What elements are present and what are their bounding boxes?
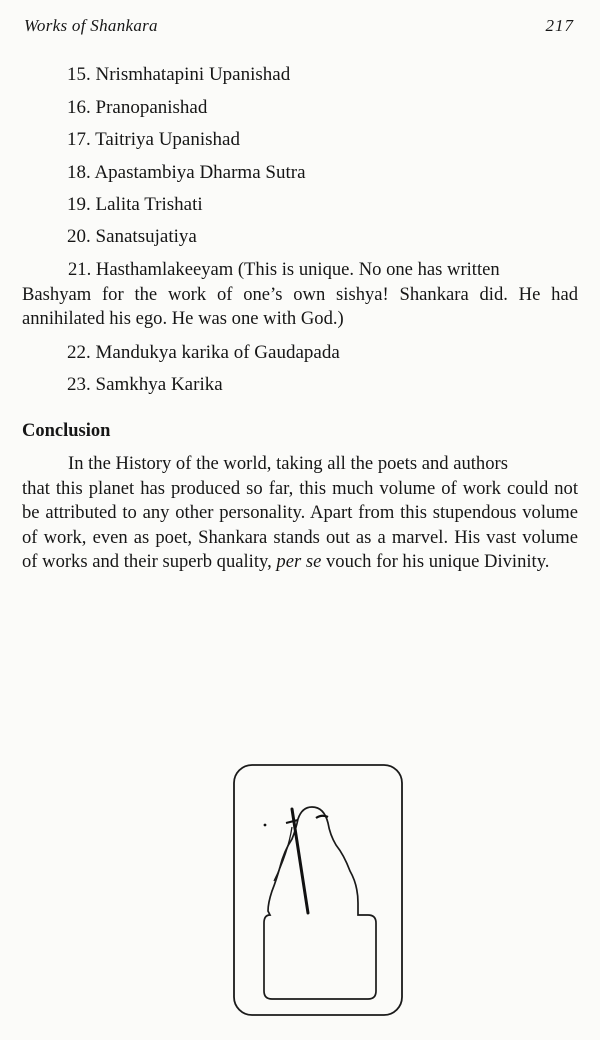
paragraph-line: In the History of the world, taking all the poets and authors <box>68 453 508 474</box>
paragraph-line: had annihilated his ego. He was one with God.) <box>22 283 579 329</box>
section-heading: Conclusion <box>22 421 111 441</box>
shankara-emblem-illustration <box>232 763 404 1017</box>
paragraph-line-rest: vouch for his unique Divinity. <box>321 551 550 572</box>
list-item: 19. Lalita Trishati <box>67 194 203 215</box>
conclusion-paragraph <box>22 452 578 575</box>
seated-figure-outline <box>264 807 376 999</box>
paragraph-line: stupendous volume of work, even as poet, Shankara stands out <box>22 502 578 548</box>
paragraph-line: that this planet has produced so far, this much volume of work <box>22 477 501 499</box>
staff-knot <box>286 820 298 823</box>
italic-phrase: per se <box>276 551 322 572</box>
robe-line <box>274 827 292 881</box>
paragraph-line: could not be attributed to any other personality. Apart from this <box>22 477 579 523</box>
danda-staff <box>292 809 308 913</box>
paragraph-line: as a marvel. His vast volume of works and their superb quality, <box>22 526 578 572</box>
page-header <box>24 16 574 40</box>
list-item: 16. Pranopanishad <box>67 97 208 118</box>
paragraph-line-last <box>276 551 549 572</box>
list-item-21 <box>22 258 578 332</box>
running-title: Works of Shankara <box>24 16 158 35</box>
page-number: 217 <box>545 16 574 35</box>
list-item: 23. Samkhya Karika <box>67 374 223 395</box>
list-item: 15. Nrismhatapini Upanishad <box>67 64 291 85</box>
list-item: 22. Mandukya karika of Gaudapada <box>67 342 340 363</box>
paragraph-line: Bashyam for the work of one’s own sishya! Shankara did. He <box>22 283 541 305</box>
paragraph-line: 21. Hasthamlakeeyam (This is unique. No one has written <box>68 259 500 280</box>
dot-mark <box>264 824 267 827</box>
list-item: 20. Sanatsujatiya <box>67 226 197 247</box>
list-item: 17. Taitriya Upanishad <box>67 129 240 150</box>
list-item: 18. Apastambiya Dharma Sutra <box>67 162 306 183</box>
